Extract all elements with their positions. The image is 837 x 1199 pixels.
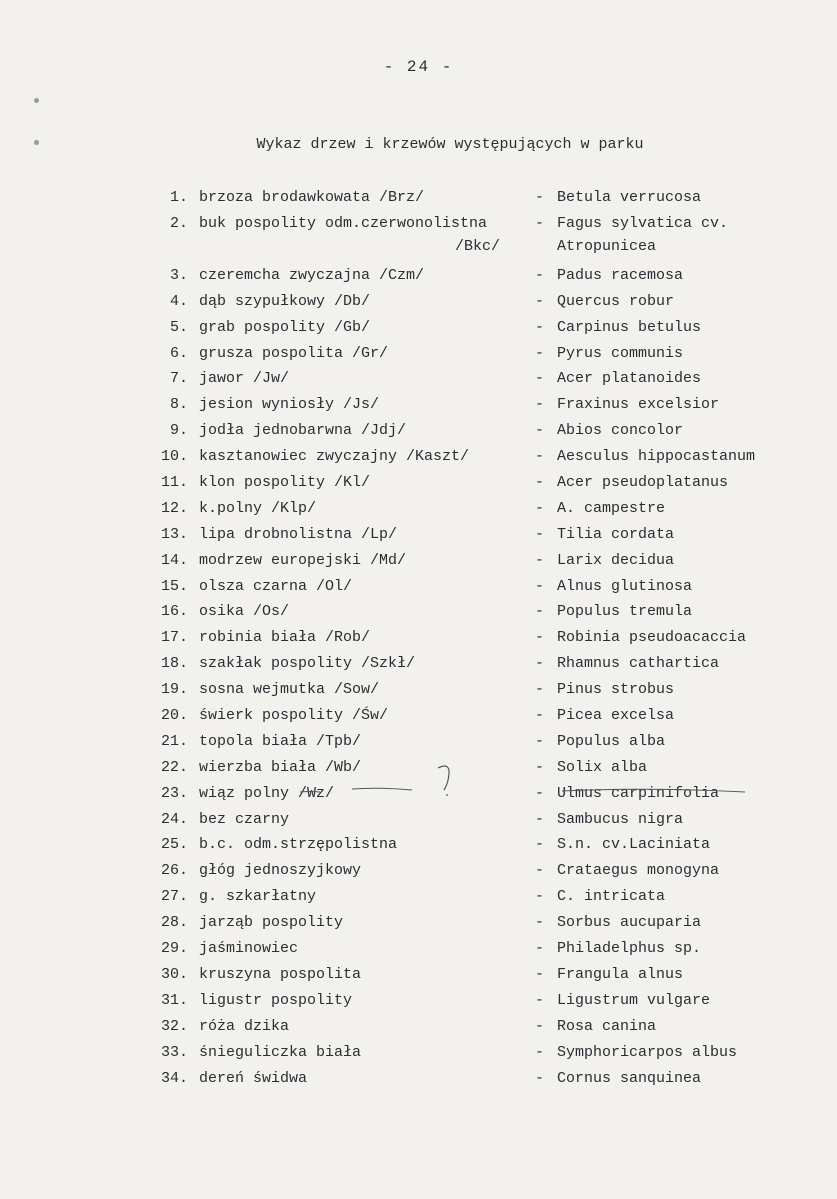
polish-name: jaśminowiec	[199, 940, 299, 958]
separator-dash: -	[535, 214, 545, 232]
list-item	[0, 447, 837, 473]
polish-name: jarząb pospolity	[199, 914, 344, 932]
latin-name: Pinus strobus	[557, 681, 675, 699]
item-number: 3.	[169, 266, 188, 284]
item-number: 13.	[160, 525, 188, 543]
item-number: 31.	[160, 991, 188, 1009]
separator-dash: -	[535, 1043, 545, 1061]
separator-dash: -	[535, 888, 545, 906]
item-number: 21.	[160, 732, 188, 750]
punch-hole	[34, 98, 39, 103]
item-number: 28.	[160, 914, 188, 932]
latin-name: Frangula alnus	[557, 965, 684, 983]
latin-name: Acer platanoides	[557, 370, 702, 388]
latin-name: Picea excelsa	[557, 707, 675, 725]
item-number: 7.	[169, 370, 188, 388]
list-item	[0, 421, 837, 447]
list-item	[0, 602, 837, 628]
list-item	[0, 861, 837, 887]
separator-dash: -	[535, 758, 545, 776]
separator-dash: -	[535, 965, 545, 983]
separator-dash: -	[535, 551, 545, 569]
list-item	[0, 810, 837, 836]
polish-name: klon pospolity /Kl/	[199, 474, 371, 492]
polish-name: świerk pospolity /Św/	[199, 707, 389, 725]
latin-name: Solix alba	[557, 758, 648, 776]
list-item	[0, 577, 837, 603]
latin-name: Betula verrucosa	[557, 189, 702, 206]
separator-dash: -	[535, 292, 545, 310]
item-number: 19.	[160, 681, 188, 699]
separator-dash: -	[535, 940, 545, 958]
polish-name: szakłak pospolity /Szkł/	[199, 655, 416, 673]
latin-name: Abios concolor	[557, 422, 684, 440]
polish-name: sosna wejmutka /Sow/	[199, 681, 380, 699]
list-item	[0, 369, 837, 395]
polish-name: kruszyna pospolita	[199, 965, 362, 983]
latin-name: Philadelphus sp.	[557, 940, 702, 958]
latin-name: Larix decidua	[557, 551, 675, 569]
separator-dash: -	[535, 784, 545, 802]
separator-dash: -	[535, 655, 545, 673]
pencil-annotations	[300, 760, 770, 810]
species-list	[0, 188, 837, 1094]
item-number: 10.	[160, 448, 188, 466]
list-item	[0, 473, 837, 499]
underline-mark	[562, 789, 745, 792]
latin-name: S.n. cv.Laciniata	[557, 836, 711, 854]
separator-dash: -	[535, 629, 545, 647]
latin-name: Sambucus nigra	[557, 810, 684, 828]
separator-dash: -	[535, 266, 545, 284]
list-item	[0, 706, 837, 732]
polish-name: wierzba biała /Wb/	[199, 758, 362, 776]
latin-name: Quercus robur	[557, 292, 675, 310]
separator-dash: -	[535, 732, 545, 750]
list-item	[0, 292, 837, 318]
polish-name: dąb szypułkowy /Db/	[199, 292, 371, 310]
latin-name: Fraxinus excelsior	[557, 396, 720, 414]
item-number: 18.	[160, 655, 188, 673]
list-item	[0, 551, 837, 577]
separator-dash: -	[535, 396, 545, 414]
list-item	[0, 654, 837, 680]
polish-name-cont: /Bkc/	[455, 237, 501, 255]
separator-dash: -	[535, 422, 545, 440]
item-number: 22.	[160, 758, 188, 776]
separator-dash: -	[535, 836, 545, 854]
item-number: 15.	[160, 577, 188, 595]
polish-name: wiąz polny /Wz/	[199, 784, 335, 802]
polish-name: grab pospolity /Gb/	[199, 318, 371, 336]
item-number: 30.	[160, 965, 188, 983]
separator-dash: -	[535, 525, 545, 543]
latin-name: Rosa canina	[557, 1017, 657, 1035]
list-item	[0, 318, 837, 344]
latin-name: Robinia pseudoacaccia	[557, 629, 747, 647]
latin-name: Pyrus communis	[557, 344, 684, 362]
list-item	[0, 835, 837, 861]
latin-name: Populus alba	[557, 732, 666, 750]
item-number: 23.	[160, 784, 188, 802]
separator-dash: -	[535, 499, 545, 517]
separator-dash: -	[535, 474, 545, 492]
polish-name: buk pospolity odm.czerwonolistna	[199, 214, 488, 232]
latin-name: Cornus sanquinea	[557, 1069, 702, 1087]
latin-name: Populus tremula	[557, 603, 693, 621]
separator-dash: -	[535, 862, 545, 880]
separator-dash: -	[535, 318, 545, 336]
polish-name: b.c. odm.strzępolistna	[199, 836, 398, 854]
list-item	[0, 1043, 837, 1069]
separator-dash: -	[535, 991, 545, 1009]
separator-dash: -	[535, 1017, 545, 1035]
polish-name: g. szkarłatny	[199, 888, 317, 906]
item-number: 9.	[169, 422, 188, 440]
separator-dash: -	[535, 681, 545, 699]
item-number: 1.	[169, 189, 188, 206]
polish-name: k.polny /Klp/	[199, 499, 317, 517]
list-item	[0, 1017, 837, 1043]
item-number: 16.	[160, 603, 188, 621]
latin-name: Fagus sylvatica cv.	[557, 214, 729, 232]
item-number: 11.	[160, 474, 188, 492]
item-number: 6.	[169, 344, 188, 362]
list-item	[0, 395, 837, 421]
latin-name: Crataegus monogyna	[557, 862, 720, 880]
item-number: 29.	[160, 940, 188, 958]
item-number: 26.	[160, 862, 188, 880]
item-number: 17.	[160, 629, 188, 647]
item-number: 27.	[160, 888, 188, 906]
separator-dash: -	[535, 707, 545, 725]
item-number: 33.	[160, 1043, 188, 1061]
separator-dash: -	[535, 810, 545, 828]
separator-dash: -	[535, 914, 545, 932]
polish-name: śnieguliczka biała	[199, 1043, 362, 1061]
page-title: Wykaz drzew i krzewów występujących w parku	[256, 136, 644, 153]
polish-name: ligustr pospolity	[199, 991, 353, 1009]
item-number: 5.	[169, 318, 188, 336]
latin-name-cont: Atropunicea	[557, 237, 657, 255]
separator-dash: -	[535, 603, 545, 621]
item-number: 24.	[160, 810, 188, 828]
latin-name: Rhamnus cathartica	[557, 655, 720, 673]
polish-name: głóg jednoszyjkowy	[199, 862, 362, 880]
underline-mark	[352, 788, 412, 790]
list-item	[0, 965, 837, 991]
polish-name: jawor /Jw/	[199, 370, 290, 388]
item-number: 8.	[169, 396, 188, 414]
item-number: 4.	[169, 292, 188, 310]
question-mark	[438, 766, 449, 796]
latin-name: Sorbus aucuparia	[557, 914, 702, 932]
latin-name: Ligustrum vulgare	[557, 991, 711, 1009]
list-item	[0, 266, 837, 292]
polish-name: jesion wyniosły /Js/	[199, 396, 380, 414]
latin-name: Acer pseudoplatanus	[557, 474, 729, 492]
page-number: - 24 -	[383, 58, 454, 76]
polish-name: topola biała /Tpb/	[199, 732, 362, 750]
list-item	[0, 499, 837, 525]
list-item	[0, 732, 837, 758]
latin-name: Aesculus hippocastanum	[557, 448, 756, 466]
polish-name: czeremcha zwyczajna /Czm/	[199, 266, 425, 284]
polish-name: robinia biała /Rob/	[199, 629, 371, 647]
polish-name: dereń świdwa	[199, 1069, 308, 1087]
item-number: 20.	[160, 707, 188, 725]
list-item	[0, 680, 837, 706]
list-item	[0, 214, 837, 266]
separator-dash: -	[535, 370, 545, 388]
polish-name: róża dzika	[199, 1017, 290, 1035]
latin-name: Padus racemosa	[557, 266, 684, 284]
polish-name: grusza pospolita /Gr/	[199, 344, 389, 362]
polish-name: jodła jednobarwna /Jdj/	[199, 422, 407, 440]
item-number: 14.	[160, 551, 188, 569]
item-number: 25.	[160, 836, 188, 854]
separator-dash: -	[535, 344, 545, 362]
latin-name: C. intricata	[557, 888, 666, 906]
list-item	[0, 628, 837, 654]
list-item	[0, 913, 837, 939]
separator-dash: -	[535, 189, 545, 206]
latin-name: Carpinus betulus	[557, 318, 702, 336]
separator-dash: -	[535, 1069, 545, 1087]
latin-name: Symphoricarpos albus	[557, 1043, 738, 1061]
list-item	[0, 525, 837, 551]
item-number: 34.	[160, 1069, 188, 1087]
polish-name: brzoza brodawkowata /Brz/	[199, 189, 425, 206]
item-number: 12.	[160, 499, 188, 517]
separator-dash: -	[535, 448, 545, 466]
latin-name: Alnus glutinosa	[557, 577, 693, 595]
item-number: 32.	[160, 1017, 188, 1035]
polish-name: modrzew europejski /Md/	[199, 551, 407, 569]
polish-name: osika /Os/	[199, 603, 290, 621]
list-item	[0, 344, 837, 370]
item-number: 2.	[169, 214, 188, 232]
list-item	[0, 939, 837, 965]
punch-hole	[34, 140, 39, 145]
polish-name: bez czarny	[199, 810, 290, 828]
separator-dash: -	[535, 577, 545, 595]
list-item	[0, 188, 837, 214]
underline-mark	[300, 792, 320, 793]
list-item	[0, 991, 837, 1017]
latin-name: A. campestre	[557, 499, 666, 517]
latin-name: Ulmus carpinifolia	[557, 784, 720, 802]
polish-name: lipa drobnolistna /Lp/	[199, 525, 398, 543]
list-item	[0, 887, 837, 913]
list-item	[0, 1069, 837, 1095]
polish-name: kasztanowiec zwyczajny /Kaszt/	[199, 448, 470, 466]
latin-name: Tilia cordata	[557, 525, 675, 543]
polish-name: olsza czarna /Ol/	[199, 577, 353, 595]
